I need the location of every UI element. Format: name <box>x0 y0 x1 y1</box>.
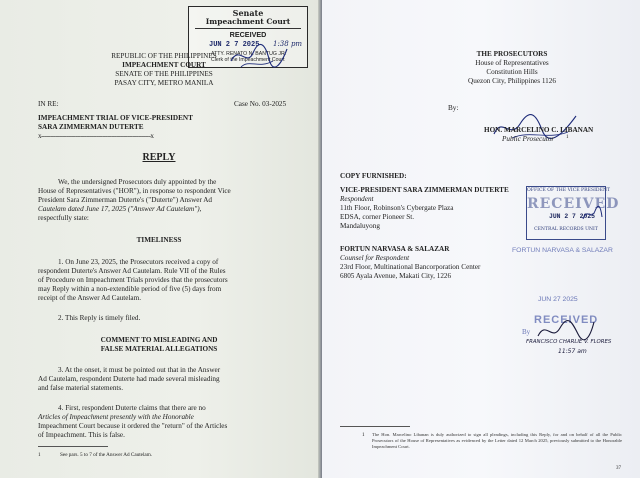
case-title-line1: IMPEACHMENT TRIAL OF VICE-PRESIDENT <box>38 114 193 122</box>
caption-separator: x-------------------------------------------------------------x <box>38 132 154 140</box>
stamp-date: JUN 2 7 2025 <box>209 41 260 49</box>
intro-line2: House of Representatives ("HOR"), in response to respondent Vice <box>38 187 231 195</box>
ovp-initials <box>581 205 603 223</box>
p4-line3: Impeachment Court because it ordered the "return" of the Articles <box>38 422 228 430</box>
firm-stamp-name: FORTUN NARVASA & SALAZAR <box>512 247 613 254</box>
prosecutors-address-1: House of Representatives <box>475 59 549 67</box>
right-footnote-rule <box>340 426 410 427</box>
recipient2-role: Counsel for Respondent <box>340 254 410 262</box>
recipient1-role: Respondent <box>340 195 374 203</box>
p4-line1: 4. First, respondent Duterte claims that there are no <box>58 404 206 412</box>
stamp-officer: ATTY. RENATO N. BANTUG JR. <box>211 51 287 57</box>
header-senate: SENATE OF THE PHILIPPINES <box>115 70 213 78</box>
p1-line3: of Procedure on Impeachment Trials provides that the prosecutors <box>38 276 228 284</box>
p1-line1: 1. On June 23, 2025, the Prosecutors received a copy of <box>58 258 219 266</box>
in-re-label: IN RE: <box>38 100 59 108</box>
signatory-name: HON. MARCELINO C. LIBANAN <box>484 126 594 134</box>
recipient1-addr1: 11th Floor, Robinson's Cybergate Plaza <box>340 204 454 212</box>
firm-stamp-received: RECEIVED <box>534 314 599 326</box>
page-number: 37 <box>616 466 621 471</box>
ovp-stamp-date: JUN 2 7 2025 <box>549 213 596 220</box>
section-timeliness: TIMELINESS <box>136 236 182 244</box>
p1-line2: respondent Duterte's Answer Ad Cautelam. Rule VII of the Rules <box>38 267 226 275</box>
recipient2-addr1: 23rd Floor, Multinational Bancorporation Center <box>340 263 481 271</box>
ovp-received-stamp <box>526 186 620 240</box>
right-footnote-marker: 1 <box>362 432 365 438</box>
stamp-office: Clerk of the Impeachment Court <box>211 57 285 63</box>
footnote-text: See pars. 5 to 7 of the Answer Ad Cautelam. <box>60 452 153 458</box>
recipient1-name: VICE-PRESIDENT SARA ZIMMERMAN DUTERTE <box>340 186 509 194</box>
header-impeachment-court: IMPEACHMENT COURT <box>122 61 206 69</box>
prosecutors-title: THE PROSECUTORS <box>476 50 548 58</box>
firm-stamp-receiver: FRANCISCO CHARLIE V. FLORES <box>526 339 612 345</box>
ovp-stamp-unit: CENTRAL RECORDS UNIT <box>534 227 598 232</box>
recipient1-addr2: EDSA, corner Pioneer St. <box>340 213 415 221</box>
section-comment-line2: FALSE MATERIAL ALLEGATIONS <box>100 345 218 353</box>
p4-line4: of Impeachment. This is false. <box>38 431 125 439</box>
signatory-role: Public Prosecutor <box>502 135 555 143</box>
p1-line4: may Reply within a non-extendible period of five (5) days from <box>38 285 222 293</box>
stamp-time: 1:38 pm <box>273 40 303 48</box>
intro-line4: Cautelam dated June 17, 2025 ("Answer Ad Cautelam"), <box>38 205 202 213</box>
p3-line2: Ad Cautelam, respondent Duterte had made several misleading <box>38 375 220 383</box>
recipient2-name: FORTUN NARVASA & SALAZAR <box>340 245 450 253</box>
stamp-received: RECEIVED <box>229 30 267 39</box>
stamp-title: Senate <box>232 8 264 18</box>
p3-line1: 3. At the onset, it must be pointed out that in the Answer <box>58 366 221 374</box>
p3-line3: and false material statements. <box>38 384 124 392</box>
intro-line5: respectfully state: <box>38 214 89 222</box>
ovp-stamp-big: RECEIVED <box>527 196 620 212</box>
right-footnote-text: The Hon. Marcelino Libanan is duly authorized to sign all pleadings, including this Reply, for and on behalf of all the Public Prosecutors of the House of Representatives as evidenced by the Letter dated 12 March 2025, previously submitted to the Honorable Impeachment Court. <box>372 432 622 449</box>
prosecutors-address-2: Constitution Hills <box>486 68 538 76</box>
case-number: Case No. 03-2025 <box>234 100 287 108</box>
header-city: PASAY CITY, METRO MANILA <box>114 79 214 87</box>
document-title: REPLY <box>142 152 176 163</box>
prosecutors-address-3: Quezon City, Philippines 1126 <box>468 77 556 85</box>
case-title-line2: SARA ZIMMERMAN DUTERTE <box>38 123 144 131</box>
p4-line2: Articles of Impeachment presently with the Honorable <box>38 413 194 421</box>
recipient1-addr3: Mandaluyong <box>340 222 380 230</box>
section-comment-line1: COMMENT TO MISLEADING AND <box>100 336 218 344</box>
footnote-rule <box>38 446 108 447</box>
stamp-subtitle: Impeachment Court <box>205 17 291 26</box>
by-label: By: <box>448 104 459 112</box>
recipient2-addr2: 6805 Ayala Avenue, Makati City, 1226 <box>340 272 452 280</box>
p2-text: 2. This Reply is timely filed. <box>58 314 141 322</box>
footnote-marker: 1 <box>38 452 41 458</box>
header-republic: REPUBLIC OF THE PHILIPPINES <box>111 52 217 60</box>
footnote-marker-ref: 1 <box>566 134 569 140</box>
firm-stamp-time: 11:57 am <box>558 348 587 355</box>
reply-signature-page <box>322 0 640 478</box>
copy-furnished-label: COPY FURNISHED: <box>340 172 407 180</box>
intro-line1: We, the undersigned Prosecutors duly appointed by the <box>58 178 217 186</box>
firm-stamp-by: By <box>522 328 531 336</box>
ovp-stamp-top: OFFICE OF THE VICE PRESIDENT <box>527 188 611 193</box>
p1-line5: receipt of the Answer Ad Cautelam. <box>38 294 141 302</box>
intro-line3: President Sara Zimmerman Duterte's ("Duterte") Answer Ad <box>38 196 213 204</box>
firm-stamp-date: JUN 27 2025 <box>538 296 578 303</box>
